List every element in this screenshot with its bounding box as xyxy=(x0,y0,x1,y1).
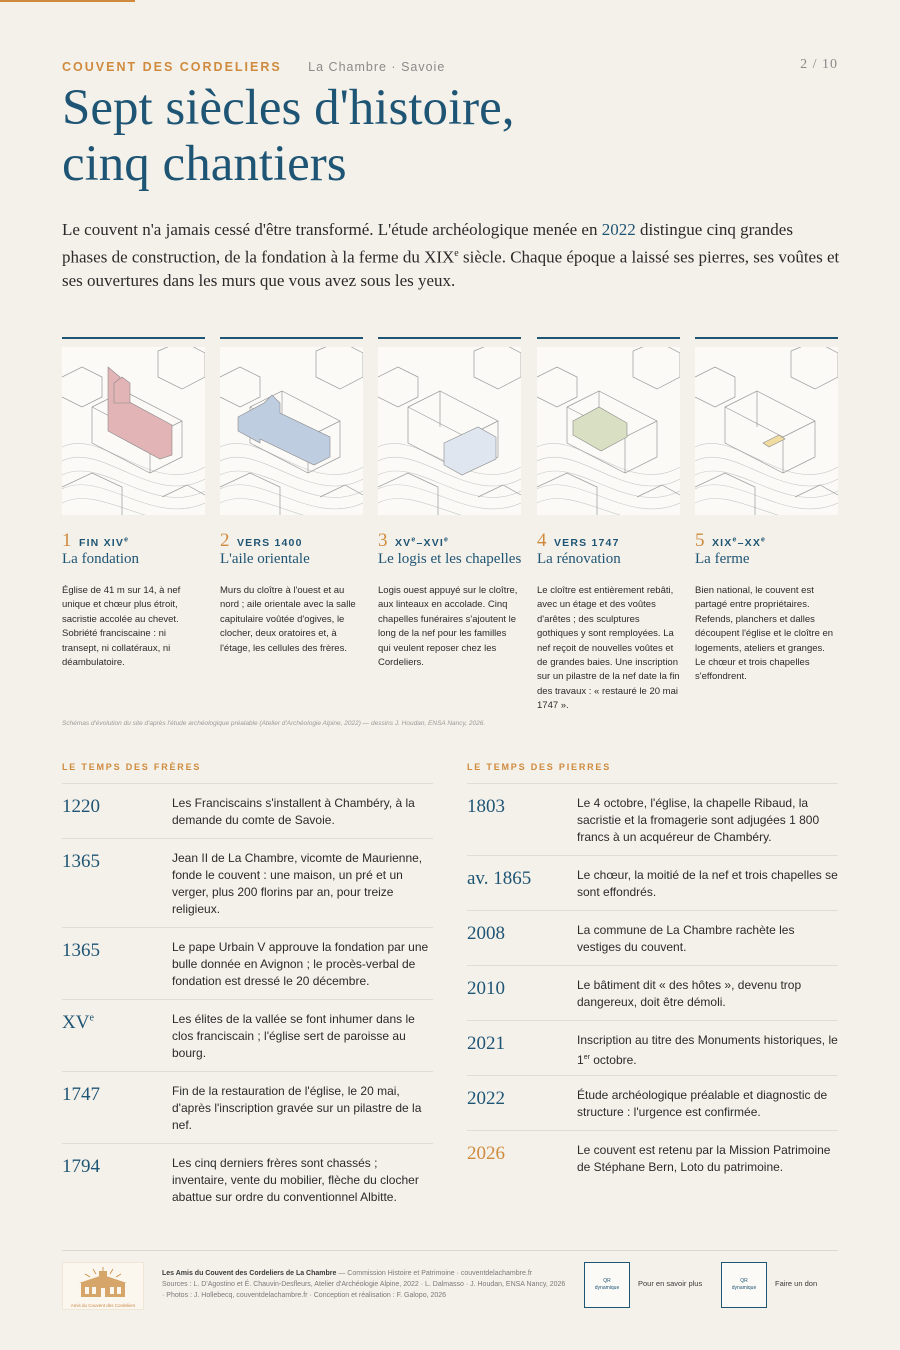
timeline-row xyxy=(62,1143,433,1216)
timeline-row xyxy=(467,910,838,966)
intro-sup: e xyxy=(454,247,459,259)
phase-number: 4 xyxy=(537,530,547,551)
qr-label-top: QR xyxy=(740,1278,748,1284)
timeline-row xyxy=(62,1071,433,1144)
timeline-year: 2008 xyxy=(467,923,505,944)
phase-drawing xyxy=(378,347,521,515)
phase-card xyxy=(62,337,205,670)
phase-description: Bien national, le couvent est partagé entre propriétaires. Refends, planchers et dalles découpent l'église et le cloître en logements, ateliers et granges. Le chœur et trois chapelles s'effondrent. xyxy=(695,585,834,683)
phase-name: La fondation xyxy=(62,551,140,567)
footer-divider xyxy=(62,1250,838,1251)
timeline-stones xyxy=(467,762,838,1174)
timeline-year: 1220 xyxy=(62,796,100,817)
page-number: 2 / 10 xyxy=(800,57,838,72)
phase-highlight xyxy=(238,395,330,465)
phase-highlight xyxy=(573,407,627,451)
timeline-text: Les Franciscains s'installent à Chambéry, à la demande du comte de Savoie. xyxy=(172,796,415,827)
title-line-2: cinq chantiers xyxy=(62,136,347,192)
timeline-text: Jean II de La Chambre, vicomte de Maurienne, fonde le couvent : une maison, un pré et un verger, plus 200 florins par an, pour treize religieux. xyxy=(172,851,423,916)
phase-rule xyxy=(378,337,521,339)
qr-code-donate[interactable] xyxy=(721,1262,767,1308)
kicker: COUVENT DES CORDELIERS xyxy=(62,60,282,74)
phase-date: VERS 1747 xyxy=(553,537,620,549)
phase-name: L'aile orientale xyxy=(220,551,310,567)
timeline-text: Le 4 octobre, l'église, la chapelle Ribaud, la sacristie et la fromagerie sont adjugées 1 800 francs à un acquéreur de Chambéry. xyxy=(577,796,820,844)
timeline-row xyxy=(467,855,838,911)
intro-text: Le couvent n'a jamais cessé d'être transformé. L'étude archéologique menée en xyxy=(62,220,602,239)
page-header xyxy=(62,58,838,74)
qr-donate-label[interactable]: Faire un don xyxy=(775,1279,818,1288)
intro-text: siècle. Chaque époque a laissé ses pierres, ses voûtes et ses ouvertures dans les murs que vous avez sous les yeux. xyxy=(62,247,840,290)
intro-highlight-year: 2022 xyxy=(601,220,636,239)
timeline-row xyxy=(62,999,433,1072)
phase-name: Le logis et les chapelles xyxy=(378,551,522,567)
intro-text: distingue cinq grandes phases de construction, de la fondation à la ferme du XIX xyxy=(62,220,793,267)
timeline-text: Les cinq derniers frères sont chassés ; inventaire, vente du mobilier, flèche du clocher abattue sur ordre du conventionnel Albitte. xyxy=(172,1156,419,1204)
org-name: Les Amis du Couvent des Cordeliers de La Chambre xyxy=(162,1270,337,1277)
association-logo xyxy=(62,1262,144,1310)
timeline-row xyxy=(62,783,433,839)
timeline-text: Le bâtiment dit « des hôtes », devenu trop dangereux, doit être démoli. xyxy=(577,978,802,1009)
timeline-text: La commune de La Chambre rachète les vestiges du couvent. xyxy=(577,923,795,954)
intro-paragraph xyxy=(62,218,842,292)
phase-name: La ferme xyxy=(695,551,750,567)
timeline-row xyxy=(62,927,433,1000)
logo-text: Amis du Couvent des Cordeliers xyxy=(70,1303,136,1308)
timeline-text: Fin de la restauration de l'église, le 20 mai, d'après l'inscription gravée sur un pilastre de la nef. xyxy=(172,1084,422,1132)
phase-drawing xyxy=(537,347,680,515)
timeline-row xyxy=(62,838,433,928)
phase-rule xyxy=(62,337,205,339)
title-line-1: Sept siècles d'histoire, xyxy=(62,80,515,136)
timeline-text: Étude archéologique préalable et diagnostic de structure : l'urgence est confirmée. xyxy=(577,1088,828,1119)
phase-card xyxy=(695,337,838,685)
bell-tower xyxy=(114,377,130,403)
timeline-year: 1803 xyxy=(467,796,505,817)
qr-code-info[interactable] xyxy=(584,1262,630,1308)
phase-date: XIXe–XXe xyxy=(711,536,767,549)
phase-rule xyxy=(695,337,838,339)
place-label: La Chambre · Savoie xyxy=(308,60,446,74)
footer-credits xyxy=(162,1268,567,1301)
timeline-year: 2010 xyxy=(467,978,505,999)
phase-highlight xyxy=(763,435,785,447)
timeline-year: 1365 xyxy=(62,851,100,872)
timeline-year: 2022 xyxy=(467,1088,505,1109)
logo-emblem-icon xyxy=(63,1263,143,1301)
timeline-text: Inscription au titre des Monuments historiques, le 1er octobre. xyxy=(577,1033,838,1067)
timeline-title: LE TEMPS DES PIERRES xyxy=(467,762,612,772)
phase-number: 3 xyxy=(378,530,388,551)
phase-description: Le cloître est entièrement rebâti, avec un étage et des voûtes d'arêtes ; des sculptures gothiques y sont remployées. La nef reçoit de nouvelles voûtes et de grandes baies. Une inscription sur un pilastre de la nef date la fin des travaux : « restauré le 20 mai 1747 ». xyxy=(537,585,680,712)
qr-label-bottom: dynamique xyxy=(731,1285,757,1291)
qr-label-top: QR xyxy=(603,1278,611,1284)
timeline-row xyxy=(467,783,838,856)
timeline-row xyxy=(467,1020,838,1076)
phase-card xyxy=(378,337,521,670)
timeline-year: av. 1865 xyxy=(467,868,532,889)
phase-number: 2 xyxy=(220,530,230,551)
timeline-row xyxy=(467,1130,838,1186)
timeline-row xyxy=(467,965,838,1021)
phase-description: Logis ouest appuyé sur le cloître, aux linteaux en accolade. Cinq chapelles funéraires s'ajoutent le long de la nef pour les familles qui veulent reposer chez les Cordeliers. xyxy=(378,585,518,669)
timeline-year: 2026 xyxy=(467,1143,505,1164)
page-title xyxy=(62,80,842,192)
timeline-year: 1747 xyxy=(62,1084,100,1105)
timeline-year: 1794 xyxy=(62,1156,100,1177)
phase-date: VERS 1400 xyxy=(236,537,303,549)
phase-card xyxy=(220,337,363,656)
phase-name: La rénovation xyxy=(537,551,621,567)
timeline-text: Le pape Urbain V approuve la fondation par une bulle donnée en Avignon ; le procès-verbal de fondation est dressé le 20 décembre. xyxy=(172,940,429,988)
timeline-year: XVe xyxy=(62,1012,94,1033)
sources-text: Sources : L. D'Agostino et É. Chauvin-Desfleurs, Atelier d'Archéologie Alpine, 2022 · L. Dalmasso · J. Houdan, ENSA Nancy, 2026 · Photos : J. Hollebecq, couventdelachambre.fr · Conception et réalisation : F. Galopo, 2026 xyxy=(162,1281,566,1299)
phase-drawing xyxy=(220,347,363,515)
top-accent-bar xyxy=(0,0,135,2)
timeline-friars xyxy=(62,762,433,1204)
phase-description: Murs du cloître à l'ouest et au nord ; aile orientale avec la salle capitulaire voûtée d'ogives, le clocher, deux oratoires et, à l'étage, les cellules des frères. xyxy=(220,585,356,654)
timeline-text: Le chœur, la moitié de la nef et trois chapelles se sont effondrés. xyxy=(577,868,838,899)
phases-strip xyxy=(62,337,838,722)
timeline-text: Le couvent est retenu par la Mission Patrimoine de Stéphane Bern, Loto du patrimoine. xyxy=(577,1143,831,1174)
timeline-year: 2021 xyxy=(467,1033,505,1054)
phase-number: 5 xyxy=(695,530,705,551)
phase-drawing xyxy=(695,347,838,515)
org-details: — Commission Histoire et Patrimoine · couventdelachambre.fr xyxy=(336,1270,533,1277)
phase-card xyxy=(537,337,680,714)
phase-number: 1 xyxy=(62,530,72,551)
timeline-title: LE TEMPS DES FRÈRES xyxy=(62,762,202,772)
phase-date: FIN XIVe xyxy=(78,536,130,549)
phase-description: Église de 41 m sur 14, à nef unique et chœur plus étroit, sacristie accolée au chevet. Sobriété franciscaine : ni transept, ni collatéraux, ni déambulatoire. xyxy=(62,585,181,669)
phase-drawing xyxy=(62,347,205,515)
timeline-row xyxy=(467,1075,838,1131)
phase-date: XVe–XVIe xyxy=(394,536,450,549)
qr-label-bottom: dynamique xyxy=(594,1285,620,1291)
qr-info-label[interactable]: Pour en savoir plus xyxy=(638,1279,703,1288)
phase-highlight xyxy=(444,427,496,475)
timeline-year: 1365 xyxy=(62,940,100,961)
phase-rule xyxy=(537,337,680,339)
drawings-caption: Schémas d'évolution du site d'après l'étude archéologique préalable (Atelier d'Archéologie Alpine, 2022) — dessins J. Houdan, ENSA Nancy, 2026. xyxy=(62,720,486,727)
timeline-text: Les élites de la vallée se font inhumer dans le clos franciscain ; l'église sert de paroisse au bourg. xyxy=(172,1012,415,1060)
phase-rule xyxy=(220,337,363,339)
